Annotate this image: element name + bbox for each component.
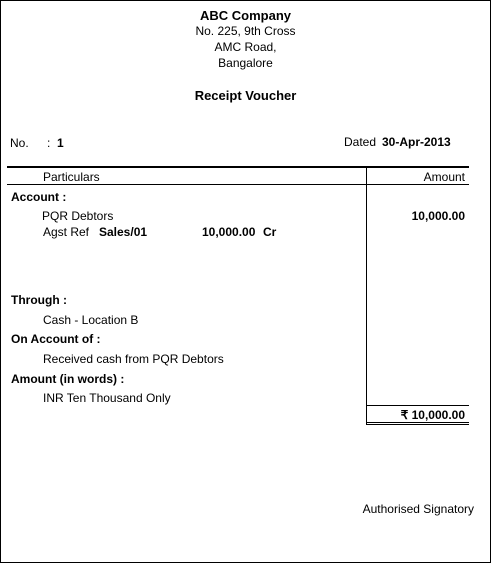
total-bottom-rule-1: [366, 422, 469, 423]
through-label: Through :: [11, 293, 67, 307]
total-bottom-rule-2: [366, 424, 469, 425]
agst-ref-drcr: Cr: [263, 225, 277, 239]
amount-words-value: INR Ten Thousand Only: [43, 391, 171, 405]
account-label: Account :: [11, 190, 67, 204]
voucher-no-value: 1: [57, 136, 64, 150]
company-address-line2: AMC Road,: [214, 40, 277, 54]
voucher-no-colon: :: [47, 136, 51, 150]
on-account-label: On Account of :: [11, 332, 101, 346]
particulars-header: Particulars: [43, 170, 100, 184]
agst-ref-label: Agst Ref: [43, 225, 90, 239]
total-value: 10,000.00: [411, 408, 465, 422]
amount-words-label: Amount (in words) :: [11, 372, 125, 386]
company-name: ABC Company: [199, 8, 291, 23]
dated-label: Dated: [344, 135, 377, 149]
table-column-divider: [366, 167, 367, 425]
amount-header: Amount: [423, 170, 465, 184]
account-name: PQR Debtors: [42, 209, 114, 223]
voucher-no-label: No.: [10, 136, 29, 150]
table-header-rule: [7, 184, 469, 185]
dated-value: 30-Apr-2013: [382, 135, 451, 149]
voucher-title: Receipt Voucher: [194, 88, 297, 103]
on-account-value: Received cash from PQR Debtors: [43, 352, 224, 366]
agst-ref-name: Sales/01: [99, 225, 148, 239]
through-value: Cash - Location B: [43, 313, 139, 327]
total-top-rule: [366, 405, 469, 406]
company-address-line1: No. 225, 9th Cross: [195, 24, 296, 38]
company-city: Bangalore: [218, 56, 273, 70]
account-amount: 10,000.00: [411, 209, 465, 223]
agst-ref-amount: 10,000.00: [202, 225, 256, 239]
rupee-icon: ₹: [400, 408, 409, 422]
authorised-signatory: Authorised Signatory: [362, 502, 474, 516]
total-amount: [401, 408, 465, 422]
table-top-rule: [7, 166, 469, 168]
